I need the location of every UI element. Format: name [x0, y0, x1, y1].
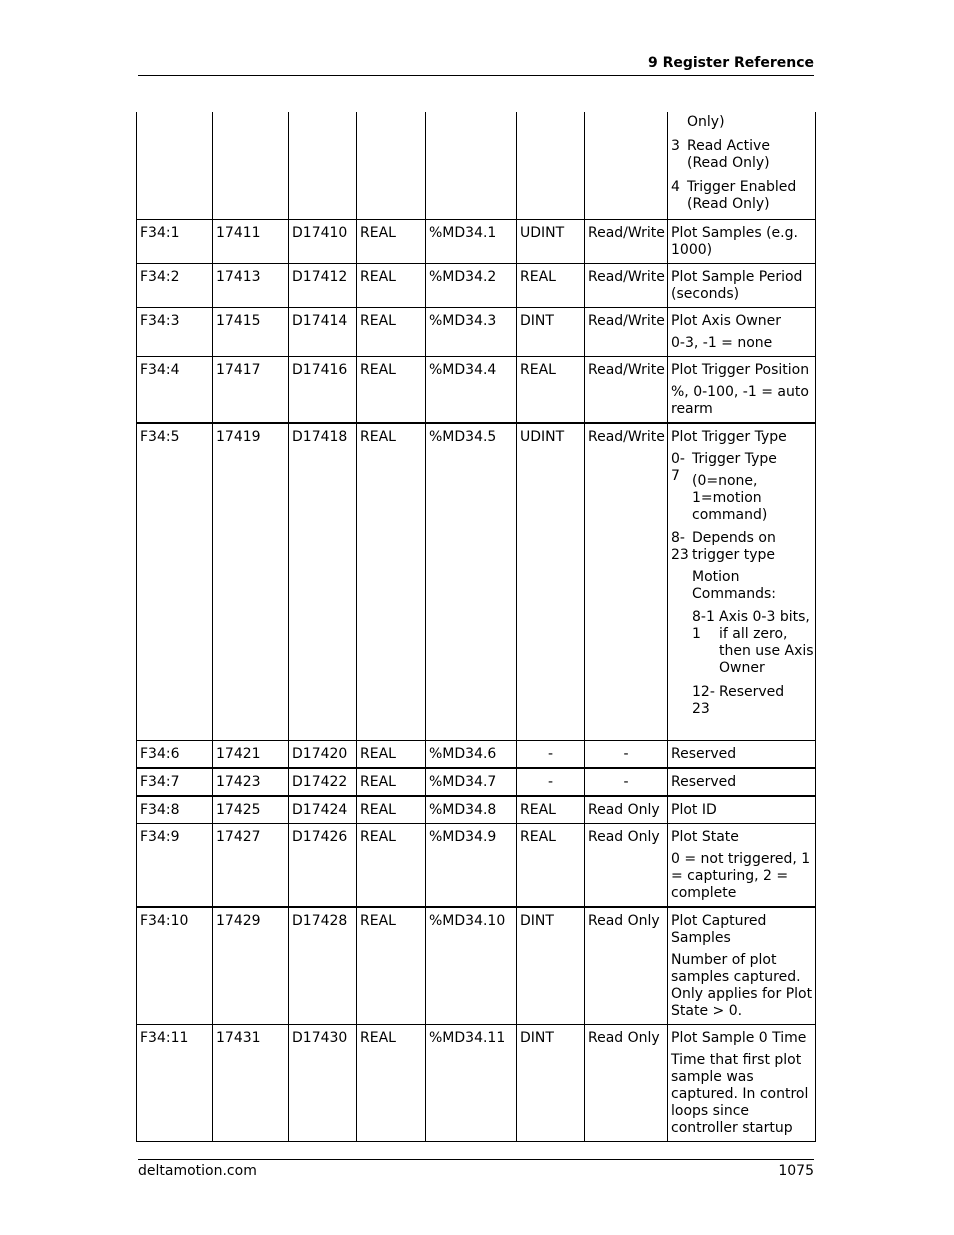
register-table	[136, 112, 816, 1142]
table-row: F34:8 17425 D17424 REAL %MD34.8 REAL Read Only Plot ID	[137, 796, 816, 824]
continued-description: Only) 3 Read Active (Read Only) 4 Trigger Enabled (Read Only)	[668, 112, 816, 220]
section-title: 9 Register Reference	[647, 55, 814, 71]
table-row: F34:2 17413 D17412 REAL %MD34.2 REAL Read/Write Plot Sample Period (seconds)	[137, 264, 816, 308]
table-row: F34:7 17423 D17422 REAL %MD34.7 - - Reserved	[137, 768, 816, 796]
page-header	[138, 55, 814, 76]
page-footer	[138, 1159, 814, 1179]
table-row: F34:9 17427 D17426 REAL %MD34.9 REAL Read Only Plot State 0 = not triggered, 1 = capturing, 2 = complete	[137, 824, 816, 908]
table-row-continued	[137, 112, 816, 220]
table-row: F34:1 17411 D17410 REAL %MD34.1 UDINT Read/Write Plot Samples (e.g. 1000)	[137, 220, 816, 264]
table-row: F34:5 17419 D17418 REAL %MD34.5 UDINT Read/Write Plot Trigger Type 0-7 Trigger Type (0=none, 1=motion command) 8-23 Depends on trigger type Motion Commands: 8-11 Axis 0-3 bits, if all zero, then use Axis Owner 12-23 Reserved	[137, 423, 816, 741]
page-number: 1075	[778, 1163, 814, 1179]
footer-site-link[interactable]: deltamotion.com	[138, 1163, 257, 1179]
table-row: F34:10 17429 D17428 REAL %MD34.10 DINT Read Only Plot Captured Samples Number of plot samples captured. Only applies for Plot State > 0.	[137, 907, 816, 1025]
table-row: F34:6 17421 D17420 REAL %MD34.6 - - Reserved	[137, 741, 816, 769]
table-row: F34:11 17431 D17430 REAL %MD34.11 DINT Read Only Plot Sample 0 Time Time that first plot sample was captured. In control loops since controller startup	[137, 1025, 816, 1142]
table-row: F34:3 17415 D17414 REAL %MD34.3 DINT Read/Write Plot Axis Owner 0-3, -1 = none	[137, 308, 816, 357]
table-row: F34:4 17417 D17416 REAL %MD34.4 REAL Read/Write Plot Trigger Position %, 0-100, -1 = auto rearm	[137, 357, 816, 424]
